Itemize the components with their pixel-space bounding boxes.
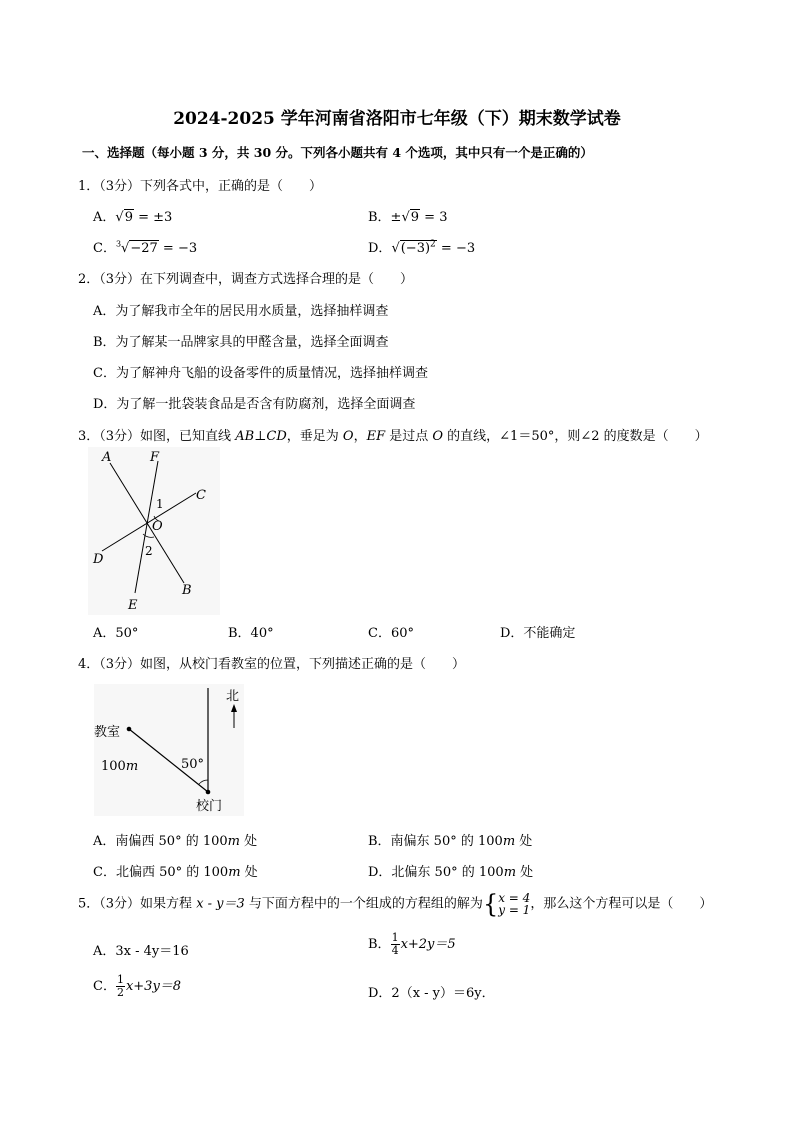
q4-stem: 4．（3分）如图，从校门看教室的位置，下列描述正确的是（ ）: [78, 657, 466, 672]
q2-option-d: D．为了解一批袋装食品是否含有防腐剂，选择全面调查: [93, 397, 416, 412]
q4-option-a: A．南偏西 50° 的 100m 处: [93, 834, 258, 849]
label-classroom: 教室: [94, 725, 121, 740]
fraction: $\frac{1}{2}$: [116, 973, 124, 999]
q3-option-c: C．60°: [368, 626, 414, 641]
q2-option-c: C．为了解神舟飞船的设备零件的质量情况，选择抽样调查: [93, 366, 428, 381]
q4-option-d: D．北偏东 50° 的 100m 处: [368, 865, 534, 880]
q2-option-a: A．为了解我市全年的居民用水质量，选择抽样调查: [93, 304, 389, 319]
q5-option-a: A．3x - 4y＝16: [93, 944, 189, 959]
sqrt-sign: √: [401, 210, 410, 225]
q3-option-b: B．40°: [228, 626, 274, 641]
label-distance: 100m: [101, 759, 139, 774]
option-label: B．±: [368, 210, 402, 225]
label-f: F: [150, 450, 160, 465]
option-rest: = 3: [420, 210, 448, 225]
label-o: O: [152, 519, 163, 534]
gate-point: [206, 790, 211, 795]
option-rest: = −3: [436, 241, 476, 256]
equation-system: x = 4 y = 1: [498, 891, 531, 917]
radicand: 9: [124, 210, 133, 225]
label-a: A: [102, 450, 112, 465]
q3-option-a: A．50°: [93, 626, 139, 641]
q4-option-b: B．南偏东 50° 的 100m 处: [368, 834, 533, 849]
q1-option-c: [93, 237, 197, 256]
q2-stem: 2．（3分）在下列调查中，调查方式选择合理的是（ ）: [78, 272, 414, 287]
q5-option-c: C． $\frac{1}{2}$ x+3y＝8: [93, 973, 182, 999]
q1-option-d: [368, 237, 475, 256]
label-d: D: [93, 552, 104, 567]
label-e: E: [128, 598, 138, 613]
fraction: $\frac{1}{4}$: [391, 931, 399, 957]
q5-stem: 5．（3分）如果方程 x - y＝3 与下面方程中的一个组成的方程组的解为{ x = 4 y = 1 ，那么这个方程可以是（ ）: [78, 889, 713, 919]
figure-background: [94, 684, 244, 816]
label-angle-2: 2: [145, 544, 153, 558]
q4-figure: [94, 684, 244, 816]
brace: {: [482, 889, 499, 919]
q4-option-c: C．北偏西 50° 的 100m 处: [93, 865, 258, 880]
q1-option-b: [368, 206, 447, 225]
sqrt-sign: √: [115, 210, 124, 225]
radicand: 9: [410, 210, 420, 225]
section-heading: 一、选择题（每小题 3 分，共 30 分。下列各小题共有 4 个选项，其中只有一个是正确的）: [82, 145, 593, 160]
label-gate: 校门: [196, 799, 223, 814]
label-north: 北: [226, 689, 240, 704]
label-b: B: [182, 583, 192, 598]
q2-option-b: B．为了解某一品牌家具的甲醛含量，选择全面调查: [93, 335, 389, 350]
q3-stem: 3．（3分）如图，已知直线 AB⊥CD，垂足为 O，EF 是过点 O 的直线，∠1＝50°，则∠2 的度数是（ ）: [78, 429, 708, 444]
radicand: (−3): [400, 241, 431, 256]
label-angle: 50°: [181, 757, 205, 772]
root-index: 3: [115, 239, 122, 249]
radicand: −27: [130, 241, 158, 256]
q1-stem: 1．（3分）下列各式中，正确的是（ ）: [78, 179, 323, 194]
page-title: 2024-2025 学年河南省洛阳市七年级（下）期末数学试卷: [173, 109, 621, 129]
q5-option-b: B． $\frac{1}{4}$ x+2y＝5: [368, 931, 456, 957]
option-rest: = ±3: [133, 210, 173, 225]
sqrt-sign: √: [121, 241, 130, 256]
q3-figure: [88, 447, 220, 615]
label-angle-1: 1: [156, 497, 164, 511]
exponent: 2: [430, 239, 436, 250]
classroom-point: [127, 727, 132, 732]
option-label: C．: [93, 241, 116, 256]
option-rest: = −3: [158, 241, 198, 256]
q1-option-a: [93, 206, 172, 225]
sqrt-sign: √: [391, 241, 400, 256]
option-label: D．: [368, 241, 392, 256]
option-label: A．: [93, 210, 116, 225]
q5-option-d: D．2（x - y）＝6y．: [368, 986, 495, 1001]
q3-option-d: D．不能确定: [500, 626, 576, 641]
label-c: C: [196, 488, 206, 503]
